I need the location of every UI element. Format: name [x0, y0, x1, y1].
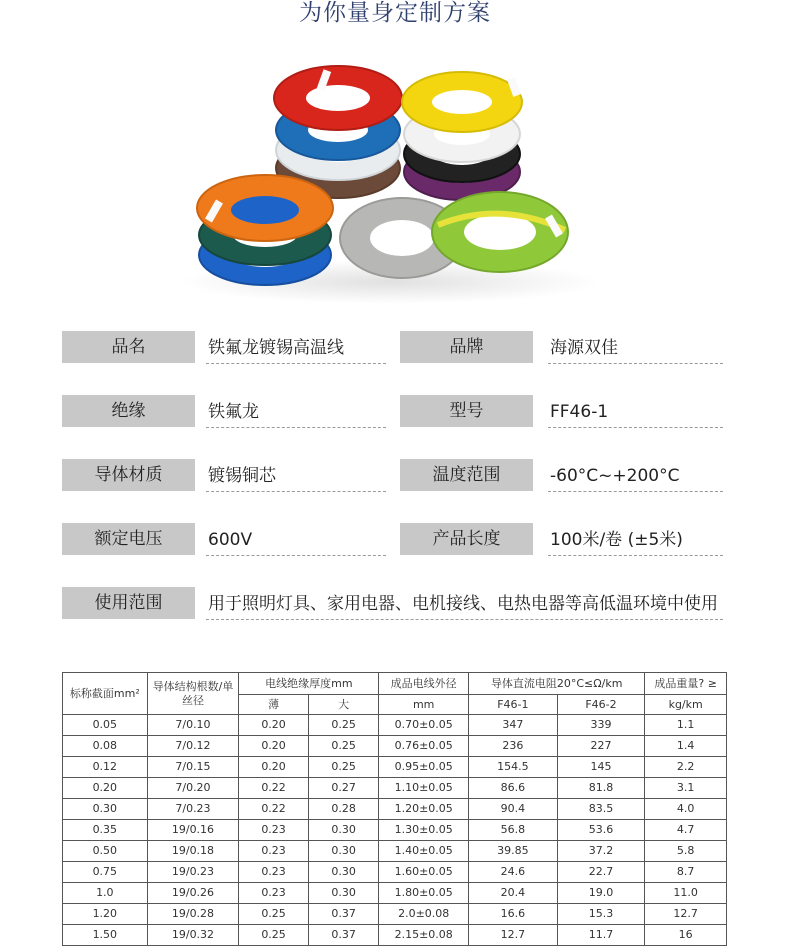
table-row — [63, 715, 727, 736]
spec-row-name-brand — [62, 331, 727, 363]
table-cell: 15.3 — [557, 904, 645, 925]
temp-label: 温度范围 — [400, 459, 533, 491]
spec-table — [62, 672, 727, 946]
conductor-label: 导体材质 — [62, 459, 195, 491]
col-thick-header: 大 — [308, 695, 379, 715]
table-cell: 1.4 — [645, 736, 727, 757]
table-cell: 0.23 — [239, 841, 309, 862]
table-cell: 19/0.23 — [147, 862, 239, 883]
table-cell: 3.1 — [645, 778, 727, 799]
table-cell: 12.7 — [469, 925, 558, 946]
brand-label: 品牌 — [400, 331, 533, 363]
table-cell: 2.2 — [645, 757, 727, 778]
table-cell: 236 — [469, 736, 558, 757]
spec-row-voltage-length — [62, 523, 727, 555]
model-value: FF46-1 — [548, 395, 723, 428]
usage-label: 使用范围 — [62, 587, 195, 619]
table-cell: 0.95±0.05 — [379, 757, 469, 778]
table-row — [63, 799, 727, 820]
table-cell: 0.27 — [308, 778, 379, 799]
table-cell: 4.0 — [645, 799, 727, 820]
table-cell: 19/0.16 — [147, 820, 239, 841]
page-title: 为你量身定制方案 — [299, 0, 491, 26]
temp-value: -60°C~+200°C — [548, 459, 723, 492]
table-cell: 19.0 — [557, 883, 645, 904]
col-outer-unit: mm — [379, 695, 469, 715]
spec-row-conductor-temp — [62, 459, 727, 491]
table-row — [63, 904, 727, 925]
table-row — [63, 820, 727, 841]
length-value: 100米/卷 (±5米) — [548, 523, 723, 556]
table-cell: 16 — [645, 925, 727, 946]
table-row — [63, 778, 727, 799]
col-f461-header: F46-1 — [469, 695, 558, 715]
table-cell: 1.50 — [63, 925, 148, 946]
table-cell: 0.20 — [239, 715, 309, 736]
table-cell: 11.7 — [557, 925, 645, 946]
table-cell: 1.0 — [63, 883, 148, 904]
brand-value: 海源双佳 — [548, 331, 723, 364]
table-cell: 22.7 — [557, 862, 645, 883]
table-cell: 0.25 — [239, 904, 309, 925]
table-row — [63, 757, 727, 778]
table-cell: 1.10±0.05 — [379, 778, 469, 799]
table-cell: 145 — [557, 757, 645, 778]
table-cell: 12.7 — [645, 904, 727, 925]
table-cell: 19/0.26 — [147, 883, 239, 904]
table-row — [63, 736, 727, 757]
length-label: 产品长度 — [400, 523, 533, 555]
table-cell: 227 — [557, 736, 645, 757]
table-cell: 5.8 — [645, 841, 727, 862]
table-cell: 39.85 — [469, 841, 558, 862]
table-cell: 0.20 — [63, 778, 148, 799]
col-structure-header: 导体结构根数/单丝径 — [147, 673, 239, 715]
table-cell: 2.0±0.08 — [379, 904, 469, 925]
table-cell: 0.28 — [308, 799, 379, 820]
table-cell: 0.30 — [308, 820, 379, 841]
voltage-value: 600V — [206, 523, 386, 556]
voltage-label: 额定电压 — [62, 523, 195, 555]
spec-table-body — [63, 715, 727, 946]
table-cell: 16.6 — [469, 904, 558, 925]
name-value: 铁氟龙镀锡高温线 — [206, 331, 386, 364]
name-label: 品名 — [62, 331, 195, 363]
table-cell: 0.37 — [308, 925, 379, 946]
col-weight-header: 成品重量? ≥ — [645, 673, 727, 695]
conductor-value: 镀锡铜芯 — [206, 459, 386, 492]
table-cell: 19/0.18 — [147, 841, 239, 862]
table-cell: 11.0 — [645, 883, 727, 904]
col-section-header: 标称截面mm² — [63, 673, 148, 715]
insulation-value: 铁氟龙 — [206, 395, 386, 428]
table-cell: 0.05 — [63, 715, 148, 736]
col-thickness-header: 电线绝缘厚度mm — [239, 673, 379, 695]
table-cell: 7/0.10 — [147, 715, 239, 736]
table-cell: 0.20 — [239, 757, 309, 778]
table-cell: 1.20 — [63, 904, 148, 925]
table-cell: 7/0.20 — [147, 778, 239, 799]
table-cell: 0.25 — [308, 757, 379, 778]
spec-row-usage — [62, 587, 727, 619]
table-cell: 1.40±0.05 — [379, 841, 469, 862]
table-row — [63, 883, 727, 904]
table-row — [63, 841, 727, 862]
table-cell: 86.6 — [469, 778, 558, 799]
col-weight-unit: kg/km — [645, 695, 727, 715]
table-cell: 347 — [469, 715, 558, 736]
spec-row-insulation-model — [62, 395, 727, 427]
table-cell: 0.23 — [239, 883, 309, 904]
table-cell: 20.4 — [469, 883, 558, 904]
table-cell: 90.4 — [469, 799, 558, 820]
table-cell: 0.30 — [308, 862, 379, 883]
table-cell: 83.5 — [557, 799, 645, 820]
table-cell: 0.35 — [63, 820, 148, 841]
table-row — [63, 925, 727, 946]
table-cell: 37.2 — [557, 841, 645, 862]
table-cell: 19/0.32 — [147, 925, 239, 946]
table-cell: 0.25 — [308, 715, 379, 736]
col-thin-header: 薄 — [239, 695, 309, 715]
col-resist-header: 导体直流电阻20°C≤Ω/km — [469, 673, 645, 695]
insulation-label: 绝缘 — [62, 395, 195, 427]
table-cell: 53.6 — [557, 820, 645, 841]
table-cell: 19/0.28 — [147, 904, 239, 925]
table-cell: 0.30 — [63, 799, 148, 820]
table-cell: 0.22 — [239, 778, 309, 799]
table-cell: 1.1 — [645, 715, 727, 736]
table-cell: 154.5 — [469, 757, 558, 778]
table-cell: 0.25 — [239, 925, 309, 946]
table-cell: 0.75 — [63, 862, 148, 883]
table-cell: 24.6 — [469, 862, 558, 883]
table-cell: 56.8 — [469, 820, 558, 841]
col-f462-header: F46-2 — [557, 695, 645, 715]
table-cell: 2.15±0.08 — [379, 925, 469, 946]
usage-value: 用于照明灯具、家用电器、电机接线、电热电器等高低温环境中使用 — [206, 587, 723, 620]
table-cell: 1.20±0.05 — [379, 799, 469, 820]
table-cell: 0.30 — [308, 841, 379, 862]
table-cell: 339 — [557, 715, 645, 736]
table-cell: 81.8 — [557, 778, 645, 799]
table-cell: 0.37 — [308, 904, 379, 925]
table-cell: 0.25 — [308, 736, 379, 757]
table-cell: 1.30±0.05 — [379, 820, 469, 841]
table-cell: 0.23 — [239, 862, 309, 883]
table-cell: 0.23 — [239, 820, 309, 841]
table-cell: 0.08 — [63, 736, 148, 757]
table-cell: 8.7 — [645, 862, 727, 883]
table-cell: 1.80±0.05 — [379, 883, 469, 904]
table-cell: 0.30 — [308, 883, 379, 904]
table-cell: 7/0.23 — [147, 799, 239, 820]
model-label: 型号 — [400, 395, 533, 427]
col-outer-header: 成品电线外径 — [379, 673, 469, 695]
table-cell: 4.7 — [645, 820, 727, 841]
table-cell: 0.20 — [239, 736, 309, 757]
table-cell: 0.70±0.05 — [379, 715, 469, 736]
table-cell: 0.12 — [63, 757, 148, 778]
table-cell: 0.76±0.05 — [379, 736, 469, 757]
table-cell: 7/0.15 — [147, 757, 239, 778]
table-cell: 1.60±0.05 — [379, 862, 469, 883]
table-row — [63, 862, 727, 883]
table-cell: 0.50 — [63, 841, 148, 862]
wire-coils-image — [170, 50, 610, 305]
table-cell: 0.22 — [239, 799, 309, 820]
table-cell: 7/0.12 — [147, 736, 239, 757]
